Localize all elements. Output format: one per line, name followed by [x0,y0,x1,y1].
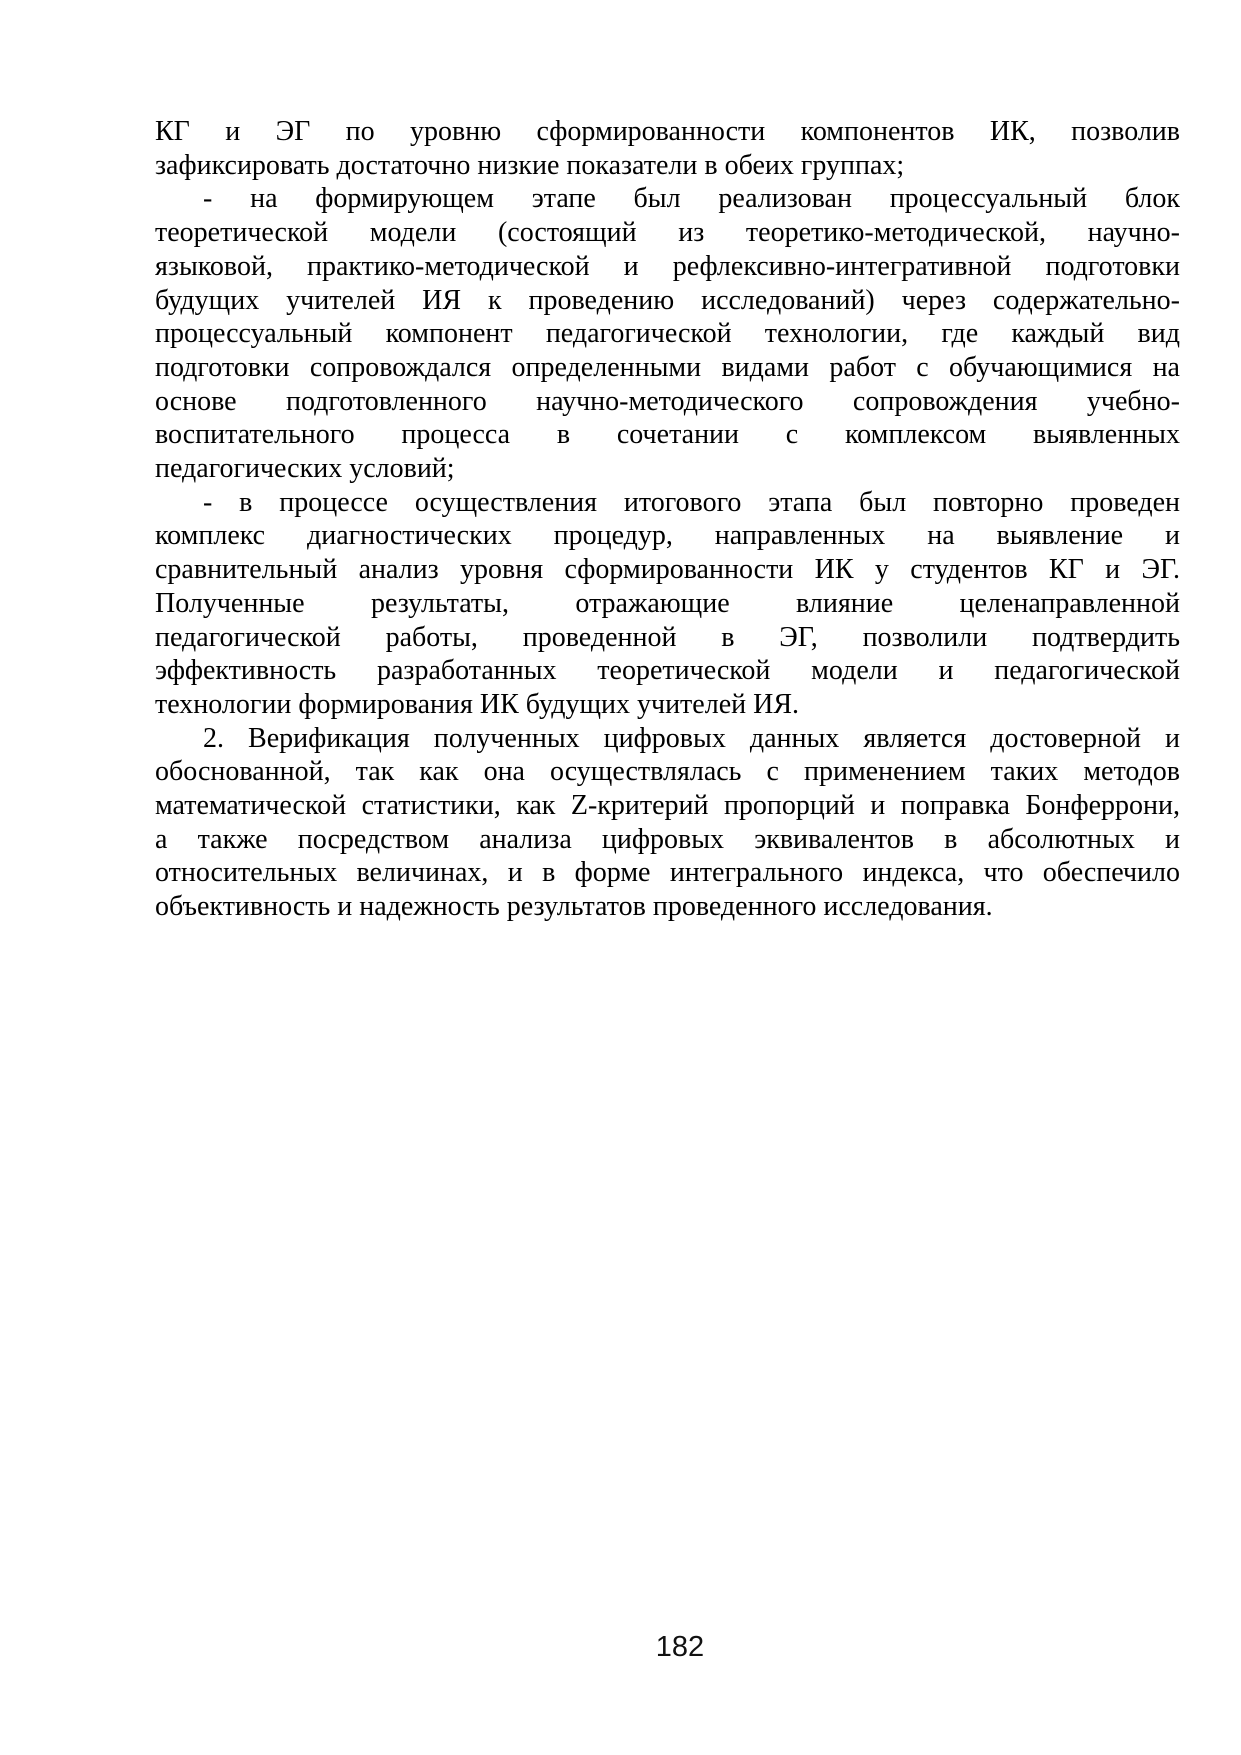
text-line: математической статистики, как Z-критерий пропорций и поправка Бонферрони, [155,790,1180,822]
text-line: эффективность разработанных теоретической модели и педагогической [155,655,1180,687]
text-line: педагогических условий; [155,453,455,485]
text-line: - на формирующем этапе был реализован процессуальный блок [203,183,1180,215]
text-line: относительных величинах, и в форме интегрального индекса, что обеспечило [155,857,1180,889]
text-line: обоснованной, так как она осуществлялась с применением таких методов [155,756,1180,788]
paragraph [155,722,1180,924]
page-number: 182 [655,1631,705,1663]
text-line: сравнительный анализ уровня сформированности ИК у студентов КГ и ЭГ. [155,554,1180,586]
text-line: зафиксировать достаточно низкие показатели в обеих группах; [155,149,905,181]
text-line: подготовки сопровождался определенными видами работ с обучающимися на [155,351,1180,383]
text-line: а также посредством анализа цифровых эквивалентов в абсолютных и [155,823,1180,855]
document-body [155,115,1180,924]
text-line: будущих учителей ИЯ к проведению исследований) через содержательно- [155,284,1180,316]
text-line: теоретической модели (состоящий из теоретико-методической, научно- [155,217,1180,249]
text-line: технологии формирования ИК будущих учителей ИЯ. [155,688,799,720]
text-line: - в процессе осуществления итогового этапа был повторно проведен [203,486,1180,518]
text-line: объективность и надежность результатов проведенного исследования. [155,891,993,923]
text-line: Полученные результаты, отражающие влияние целенаправленной [155,587,1180,619]
text-line: воспитательного процесса в сочетании с комплексом выявленных [155,419,1180,451]
text-line: процессуальный компонент педагогической технологии, где каждый вид [155,318,1180,350]
paragraph [155,182,1180,485]
paragraph [155,486,1180,722]
text-line: 2. Верификация полученных цифровых данных является достоверной и [203,722,1180,754]
paragraph [155,115,1180,182]
text-line: педагогической работы, проведенной в ЭГ, позволили подтвердить [155,621,1180,653]
text-line: языковой, практико-методической и рефлексивно-интегративной подготовки [155,250,1180,282]
text-line: основе подготовленного научно-методического сопровождения учебно- [155,385,1180,417]
text-line: комплекс диагностических процедур, направленных на выявление и [155,520,1180,552]
text-line: КГ и ЭГ по уровню сформированности компонентов ИК, позволив [155,116,1180,147]
